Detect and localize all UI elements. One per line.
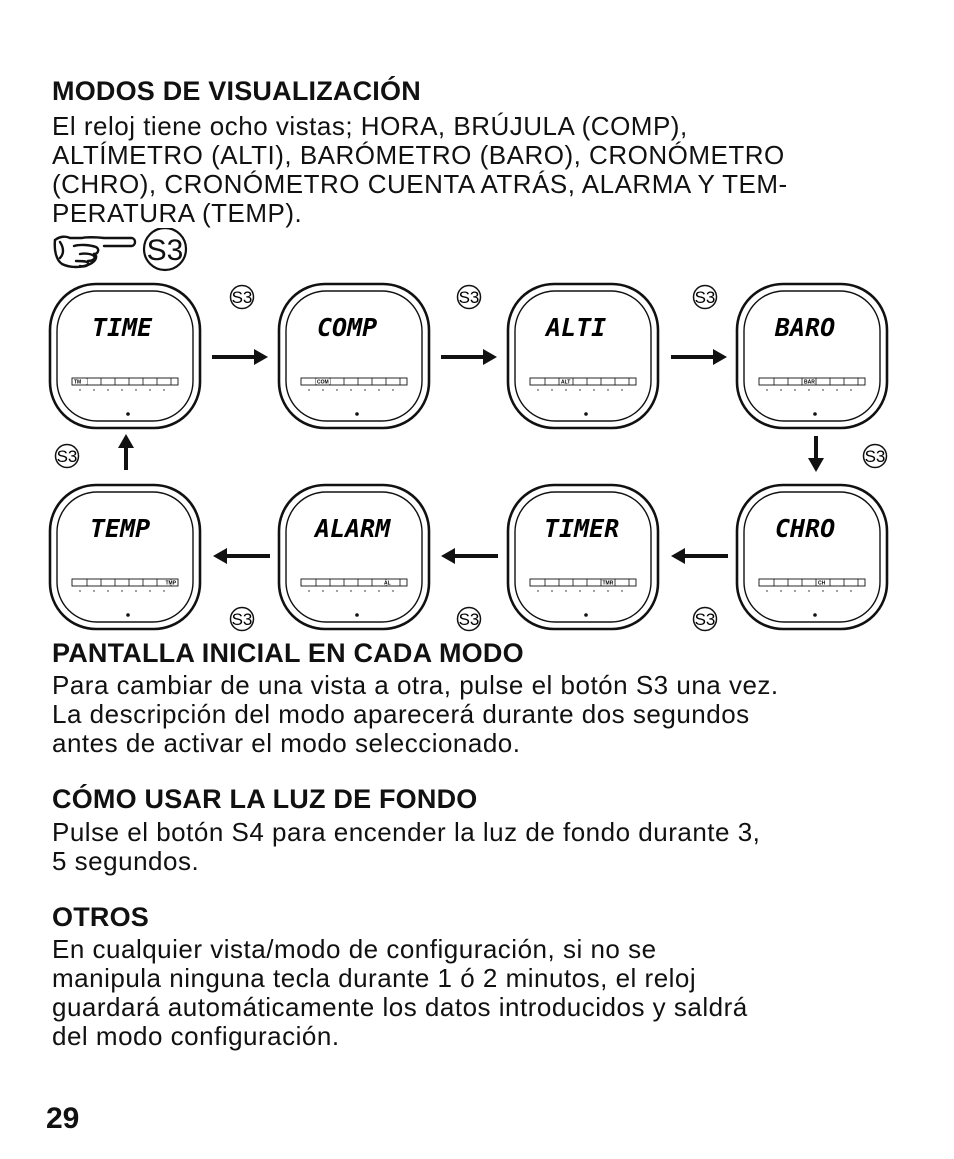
paragraph-luz-line-2: 5 segundos. xyxy=(52,846,200,876)
svg-text:S3: S3 xyxy=(56,447,78,466)
s3-marker xyxy=(56,445,79,468)
svg-text:S3: S3 xyxy=(231,288,253,307)
heading-luz: CÓMO USAR LA LUZ DE FONDO xyxy=(52,784,478,814)
paragraph-modos-line-1: El reloj tiene ocho vistas; HORA, BRÚJULA (COMP), xyxy=(52,111,688,141)
watch-tag-time: TM xyxy=(74,379,82,386)
s3-marker xyxy=(231,608,254,631)
watch-timer xyxy=(508,485,658,629)
watch-display-chro: CHRO xyxy=(775,514,836,543)
s3-marker xyxy=(694,286,717,309)
watch-temp xyxy=(50,485,200,629)
paragraph-modos-line-2: ALTÍMETRO (ALTI), BARÓMETRO (BARO), CRONÓMETRO xyxy=(52,140,785,170)
s3-marker xyxy=(864,445,887,468)
arrow-left-icon xyxy=(671,548,728,564)
heading-otros: OTROS xyxy=(52,902,150,932)
watch-comp xyxy=(279,284,429,428)
watch-display-comp: COMP xyxy=(317,313,378,342)
watch-tag-baro: BAR xyxy=(804,379,815,386)
arrow-up-icon xyxy=(118,434,134,470)
s3-marker xyxy=(458,608,481,631)
watch-display-timer: TIMER xyxy=(544,514,620,543)
paragraph-otros-line-4: del modo configuración. xyxy=(52,1021,340,1051)
arrow-right-icon xyxy=(671,349,727,365)
watch-baro xyxy=(737,284,887,428)
paragraph-modos-line-3: (CHRO), CRONÓMETRO CUENTA ATRÁS, ALARMA Y TEM- xyxy=(52,169,788,199)
arrow-left-icon xyxy=(441,548,498,564)
watch-tag-timer: TMR xyxy=(602,580,614,587)
s3-marker xyxy=(458,286,481,309)
watch-display-temp: TEMP xyxy=(90,514,151,543)
heading-pantalla: PANTALLA INICIAL EN CADA MODO xyxy=(52,638,524,668)
watch-tag-alti: ALT xyxy=(561,379,571,386)
svg-text:S3: S3 xyxy=(458,610,480,629)
paragraph-otros-line-2: manipula ninguna tecla durante 1 ó 2 minutos, el reloj xyxy=(52,963,697,993)
arrow-right-icon xyxy=(441,349,497,365)
svg-text:S3: S3 xyxy=(231,610,253,629)
heading-modos: MODOS DE VISUALIZACIÓN xyxy=(52,76,421,106)
svg-text:S3: S3 xyxy=(694,288,716,307)
page-number: 29 xyxy=(46,1102,80,1135)
svg-text:S3: S3 xyxy=(458,288,480,307)
svg-text:S3: S3 xyxy=(864,447,886,466)
watch-tag-comp: COM xyxy=(317,379,329,386)
pointing-hand-icon xyxy=(52,228,192,272)
s3-marker xyxy=(694,608,717,631)
watch-display-alti: ALTI xyxy=(546,313,607,342)
s3-hand-label: S3 xyxy=(146,234,184,267)
paragraph-modos-line-4: PERATURA (TEMP). xyxy=(52,198,303,228)
svg-text:S3: S3 xyxy=(694,610,716,629)
watch-tag-chro: CH xyxy=(818,580,826,587)
mode-cycle-diagram xyxy=(48,280,898,640)
watch-chro xyxy=(737,485,887,629)
s3-marker xyxy=(231,286,254,309)
paragraph-pantalla-line-1: Para cambiar de una vista a otra, pulse el botón S3 una vez. xyxy=(52,670,779,700)
paragraph-otros-line-1: En cualquier vista/modo de configuración, si no se xyxy=(52,934,657,964)
watch-display-time: TIME xyxy=(92,313,153,342)
paragraph-pantalla-line-2: La descripción del modo aparecerá durante dos segundos xyxy=(52,699,750,729)
watch-alarm xyxy=(279,485,429,629)
watch-display-alarm: ALARM xyxy=(315,514,391,543)
watch-alti xyxy=(508,284,658,428)
arrow-down-icon xyxy=(808,436,824,472)
watch-tag-alarm: AL xyxy=(384,580,391,587)
arrow-right-icon xyxy=(212,349,268,365)
paragraph-luz-line-1: Pulse el botón S4 para encender la luz de fondo durante 3, xyxy=(52,817,761,847)
paragraph-otros-line-3: guardará automáticamente los datos introducidos y saldrá xyxy=(52,992,748,1022)
watch-time xyxy=(50,284,200,428)
arrow-left-icon xyxy=(213,548,270,564)
paragraph-pantalla-line-3: antes de activar el modo seleccionado. xyxy=(52,728,521,758)
watch-tag-temp: TMP xyxy=(165,580,177,587)
watch-display-baro: BARO xyxy=(775,313,836,342)
